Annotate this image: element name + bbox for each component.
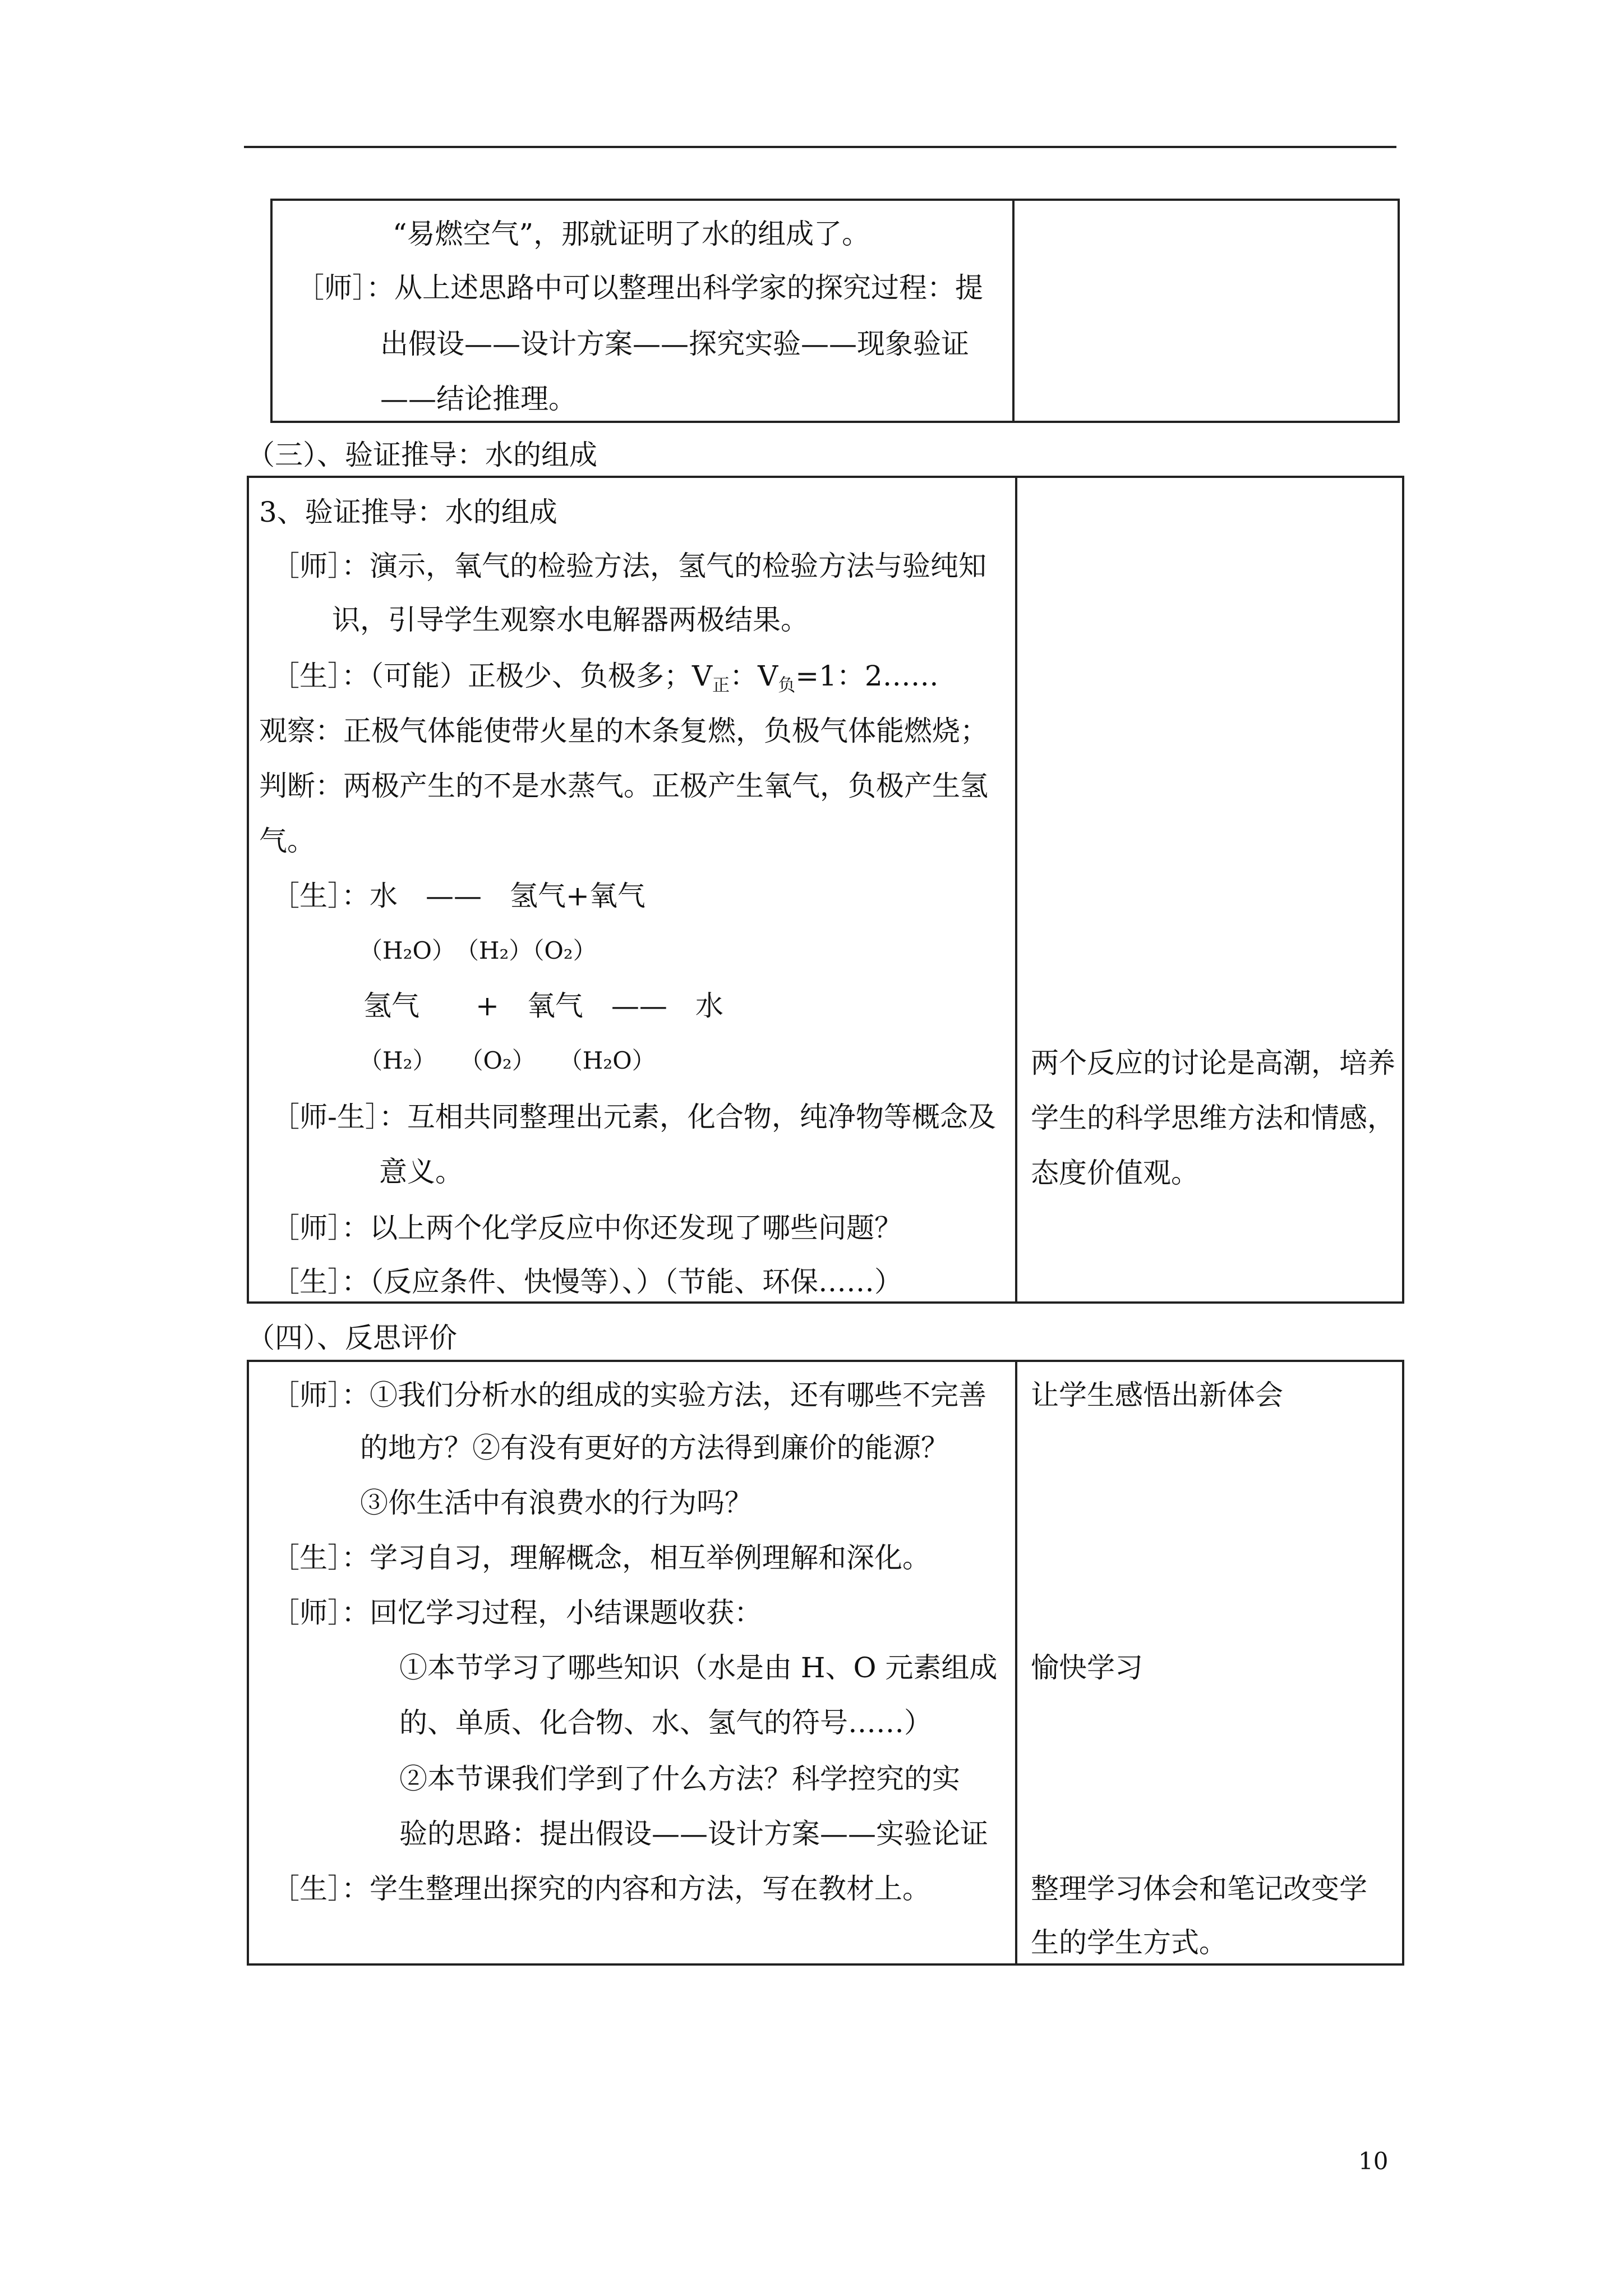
table-2-line-3: 识，引导学生观察水电解器两极结果。 bbox=[332, 604, 809, 636]
table-2-line-5: 观察：正极气体能使带火星的木条复燃，负极气体能燃烧； bbox=[259, 715, 988, 747]
table-2-sub-positive: 正 bbox=[712, 675, 730, 696]
table-2-line-6: 判断：两极产生的不是水蒸气。正极产生氧气，负极产生氢 bbox=[259, 770, 988, 802]
table-3-line-1: ［师］：①我们分析水的组成的实验方法，还有哪些不完善 bbox=[271, 1379, 986, 1411]
table-2-divider bbox=[1015, 476, 1017, 1304]
table-3-line-4: ［生］：学习自习，理解概念，相互举例理解和深化。 bbox=[271, 1542, 930, 1574]
table-1-divider bbox=[1012, 199, 1015, 423]
table-3-line-7: 的、单质、化合物、水、氢气的符号……） bbox=[399, 1706, 932, 1739]
table-3-line-9: 验的思路：提出假设——设计方案——实验论证 bbox=[399, 1818, 988, 1850]
table-2-note-3: 态度价值观。 bbox=[1031, 1157, 1199, 1189]
table-3-divider bbox=[1015, 1360, 1017, 1966]
table-3-line-10: ［生］：学生整理出探究的内容和方法，写在教材上。 bbox=[271, 1872, 930, 1905]
table-3-line-8: ②本节课我们学到了什么方法？科学控究的实 bbox=[399, 1763, 960, 1795]
table-3-line-2: 的地方？②有没有更好的方法得到廉价的能源？ bbox=[360, 1432, 949, 1464]
table-2-line-13: 意义。 bbox=[379, 1156, 463, 1188]
table-2-sub-negative: 负 bbox=[778, 675, 796, 696]
table-2-line-9: （H₂O） （H₂）（O₂） bbox=[359, 937, 597, 964]
table-2-note-2: 学生的科学思维方法和情感， bbox=[1031, 1102, 1395, 1134]
table-3-note-3: 整理学习体会和笔记改变学 bbox=[1031, 1872, 1367, 1905]
header-rule bbox=[244, 146, 1396, 148]
table-2-line-8: ［生］：水 —— 氢气+氧气 bbox=[271, 880, 645, 912]
table-2-line-10: 氢气 + 氧气 —— 水 bbox=[363, 990, 723, 1022]
table-3-note-2: 愉快学习 bbox=[1031, 1651, 1143, 1684]
table-2-line-11: （H₂） （O₂） （H₂O） bbox=[359, 1047, 656, 1074]
table-2-line-12: ［师-生］：互相共同整理出元素，化合物，纯净物等概念及 bbox=[271, 1101, 996, 1133]
table-1-line-2: ［师］：从上述思路中可以整理出科学家的探究过程：提 bbox=[296, 272, 983, 304]
table-3-line-3: ③你生活中有浪费水的行为吗？ bbox=[360, 1487, 753, 1519]
table-2-line-4-text-3: =1：2…… bbox=[795, 660, 939, 692]
table-3-line-6: ①本节学习了哪些知识（水是由 H、O 元素组成 bbox=[399, 1651, 998, 1684]
table-3-note-1: 让学生感悟出新体会 bbox=[1031, 1379, 1283, 1411]
table-2-note-1: 两个反应的讨论是高潮，培养 bbox=[1031, 1047, 1395, 1079]
table-3-note-4: 生的学生方式。 bbox=[1031, 1926, 1227, 1959]
page-number: 10 bbox=[1358, 2147, 1389, 2175]
table-1-line-1: “易燃空气”，那就证明了水的组成了。 bbox=[393, 218, 870, 250]
section-4-heading: （四）、反思评价 bbox=[247, 1322, 457, 1354]
table-2-line-7: 气。 bbox=[259, 825, 315, 857]
table-2-line-15: ［生］：（反应条件、快慢等）、）（节能、环保……） bbox=[271, 1266, 902, 1298]
table-1-line-3: 出假设——设计方案——探究实验——现象验证 bbox=[380, 328, 969, 360]
section-3-heading: （三）、验证推导：水的组成 bbox=[247, 439, 597, 471]
table-2-line-1: 3、验证推导：水的组成 bbox=[259, 496, 557, 528]
table-1-line-4: ——结论推理。 bbox=[380, 383, 577, 415]
table-2-line-4 bbox=[271, 662, 939, 694]
table-3-line-5: ［师］：回忆学习过程，小结课题收获： bbox=[271, 1596, 762, 1629]
table-2-line-14: ［师］：以上两个化学反应中你还发现了哪些问题？ bbox=[271, 1212, 902, 1244]
table-2-line-4-text-2: ：V bbox=[730, 660, 778, 692]
table-2-line-2: ［师］：演示，氧气的检验方法，氢气的检验方法与验纯知 bbox=[271, 550, 986, 582]
table-2-line-4-text: ［生］：（可能）正极少、负极多；V bbox=[271, 660, 713, 692]
